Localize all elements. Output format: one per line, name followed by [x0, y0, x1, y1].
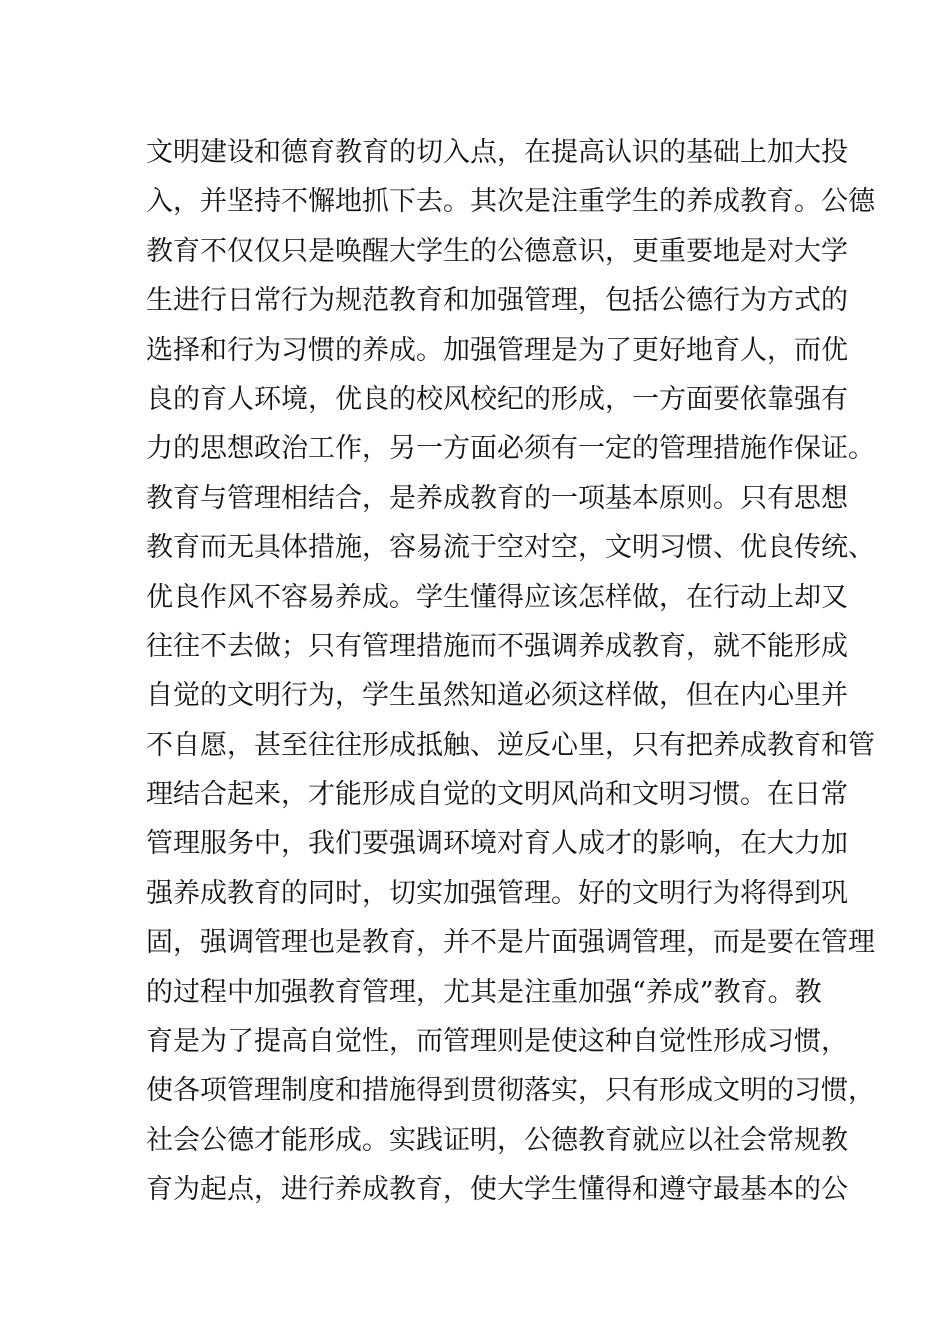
text-line: 的过程中加强教育管理，尤其是注重加强“养成”教育。教 — [146, 976, 822, 1008]
text-line: 良的育人环境，优良的校风校纪的形成，一方面要依靠强有 — [146, 383, 848, 415]
text-line: 不自愿，甚至往往形成抵触、逆反心里，只有把养成教育和管 — [146, 729, 875, 761]
text-line: 管理服务中，我们要强调环境对育人成才的影响，在大力加 — [146, 828, 848, 860]
text-line: 育为起点，进行养成教育，使大学生懂得和遵守最基本的公 — [146, 1174, 848, 1206]
text-line: 选择和行为习惯的养成。加强管理是为了更好地育人，而优 — [146, 334, 848, 366]
body-text — [146, 128, 875, 1215]
text-line: 入，并坚持不懈地抓下去。其次是注重学生的养成教育。公德 — [146, 186, 875, 218]
text-line: 理结合起来，才能形成自觉的文明风尚和文明习惯。在日常 — [146, 779, 848, 811]
text-line: 往往不去做；只有管理措施而不强调养成教育，就不能形成 — [146, 630, 848, 662]
text-line: 自觉的文明行为，学生虽然知道必须这样做，但在内心里并 — [146, 680, 848, 712]
text-line: 文明建设和德育教育的切入点，在提高认识的基础上加大投 — [146, 137, 848, 168]
text-line: 固，强调管理也是教育，并不是片面强调管理，而是要在管理 — [146, 927, 875, 959]
text-line: 教育不仅仅只是唤醒大学生的公德意识，更重要地是对大学 — [146, 235, 848, 267]
text-line: 教育与管理相结合，是养成教育的一项基本原则。只有思想 — [146, 482, 848, 514]
text-line: 教育而无具体措施，容易流于空对空，文明习惯、优良传统、 — [146, 532, 875, 564]
text-line: 生进行日常行为规范教育和加强管理，包括公德行为方式的 — [146, 285, 848, 317]
text-line: 优良作风不容易养成。学生懂得应该怎样做，在行动上却又 — [146, 581, 848, 613]
text-line: 育是为了提高自觉性，而管理则是使这种自觉性形成习惯， — [146, 1026, 848, 1058]
text-line: 强养成教育的同时，切实加强管理。好的文明行为将得到巩 — [146, 877, 848, 909]
text-line: 社会公德才能形成。实践证明，公德教育就应以社会常规教 — [146, 1124, 848, 1156]
text-line: 力的思想政治工作，另一方面必须有一定的管理措施作保证。 — [146, 433, 875, 465]
text-line: 使各项管理制度和措施得到贯彻落实，只有形成文明的习惯， — [146, 1075, 875, 1107]
